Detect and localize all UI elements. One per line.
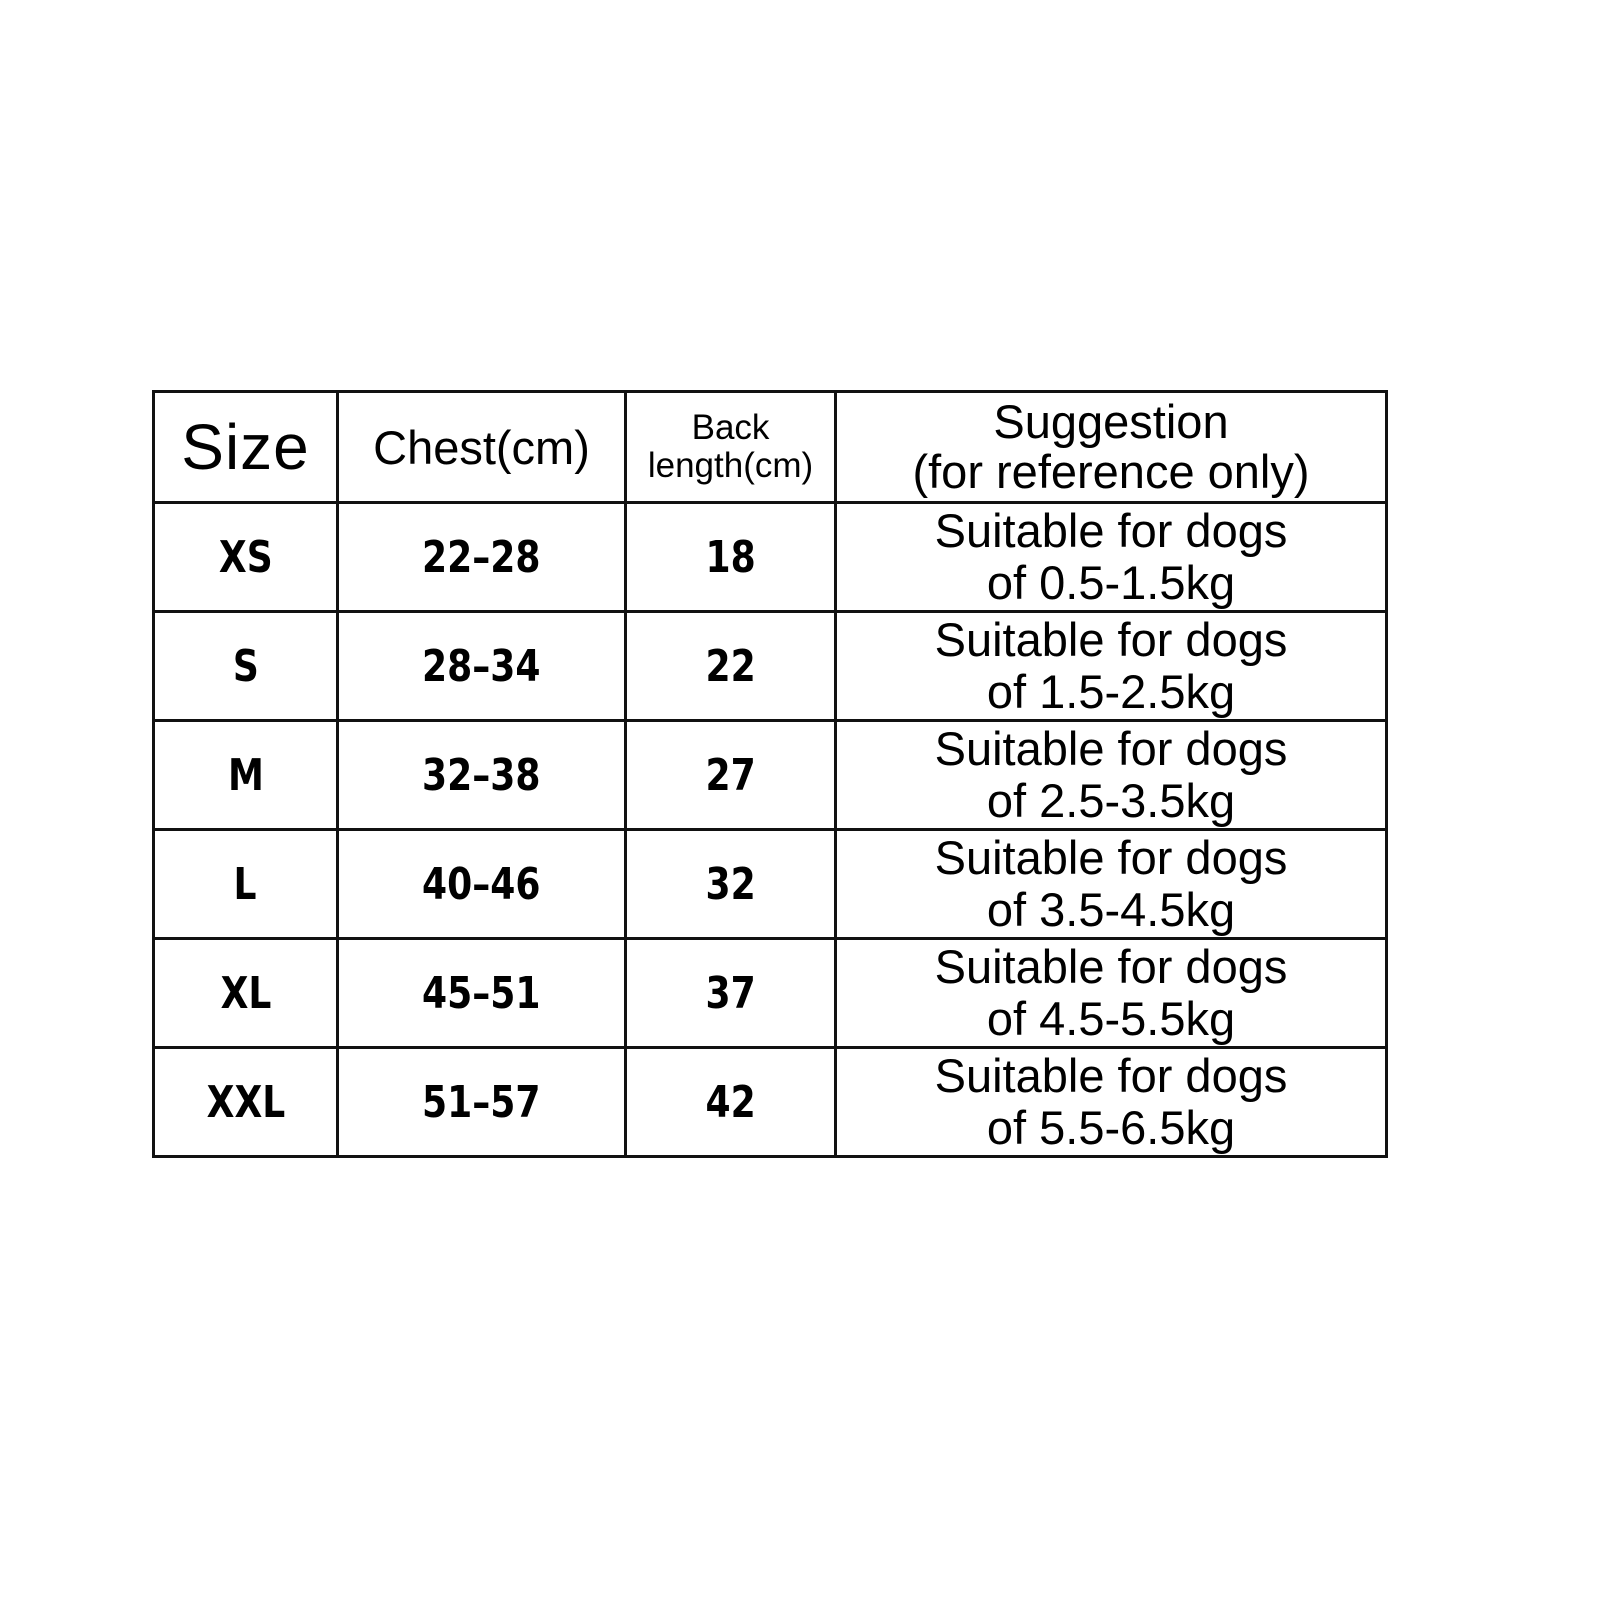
size-cell: XS bbox=[154, 503, 338, 612]
table-row bbox=[154, 1048, 1387, 1157]
table-row bbox=[154, 830, 1387, 939]
header-row bbox=[154, 392, 1387, 503]
chest-cell: 51–57 bbox=[338, 1048, 626, 1157]
size-cell: M bbox=[154, 721, 338, 830]
header-back-length-line2: length(cm) bbox=[647, 446, 814, 485]
chest-cell: 22–28 bbox=[338, 503, 626, 612]
back-length-cell: 32 bbox=[626, 830, 836, 939]
suggestion-cell: Suitable for dogs of 1.5-2.5kg bbox=[836, 612, 1387, 721]
back-length-cell: 42 bbox=[626, 1048, 836, 1157]
suggestion-cell: Suitable for dogs of 3.5-4.5kg bbox=[836, 830, 1387, 939]
suggestion-cell: Suitable for dogs of 5.5-6.5kg bbox=[836, 1048, 1387, 1157]
header-suggestion bbox=[836, 392, 1387, 503]
suggestion-cell: Suitable for dogs of 4.5-5.5kg bbox=[836, 939, 1387, 1048]
header-back-length bbox=[626, 392, 836, 503]
table-row bbox=[154, 503, 1387, 612]
back-length-cell: 27 bbox=[626, 721, 836, 830]
header-suggestion-line1: Suggestion bbox=[993, 395, 1229, 448]
table-row bbox=[154, 939, 1387, 1048]
size-cell: S bbox=[154, 612, 338, 721]
size-chart-table bbox=[152, 390, 1388, 1158]
suggestion-cell: Suitable for dogs of 2.5-3.5kg bbox=[836, 721, 1387, 830]
size-cell: XL bbox=[154, 939, 338, 1048]
header-suggestion-line2: (for reference only) bbox=[912, 445, 1310, 498]
suggestion-cell: Suitable for dogs of 0.5-1.5kg bbox=[836, 503, 1387, 612]
chest-cell: 28–34 bbox=[338, 612, 626, 721]
back-length-cell: 37 bbox=[626, 939, 836, 1048]
back-length-cell: 18 bbox=[626, 503, 836, 612]
table-row bbox=[154, 721, 1387, 830]
chest-cell: 40–46 bbox=[338, 830, 626, 939]
header-back-length-line1: Back bbox=[691, 408, 770, 447]
table-row bbox=[154, 612, 1387, 721]
header-size: Size bbox=[154, 392, 338, 503]
back-length-cell: 22 bbox=[626, 612, 836, 721]
header-chest: Chest(cm) bbox=[338, 392, 626, 503]
size-cell: L bbox=[154, 830, 338, 939]
chest-cell: 45–51 bbox=[338, 939, 626, 1048]
chest-cell: 32–38 bbox=[338, 721, 626, 830]
size-cell: XXL bbox=[154, 1048, 338, 1157]
